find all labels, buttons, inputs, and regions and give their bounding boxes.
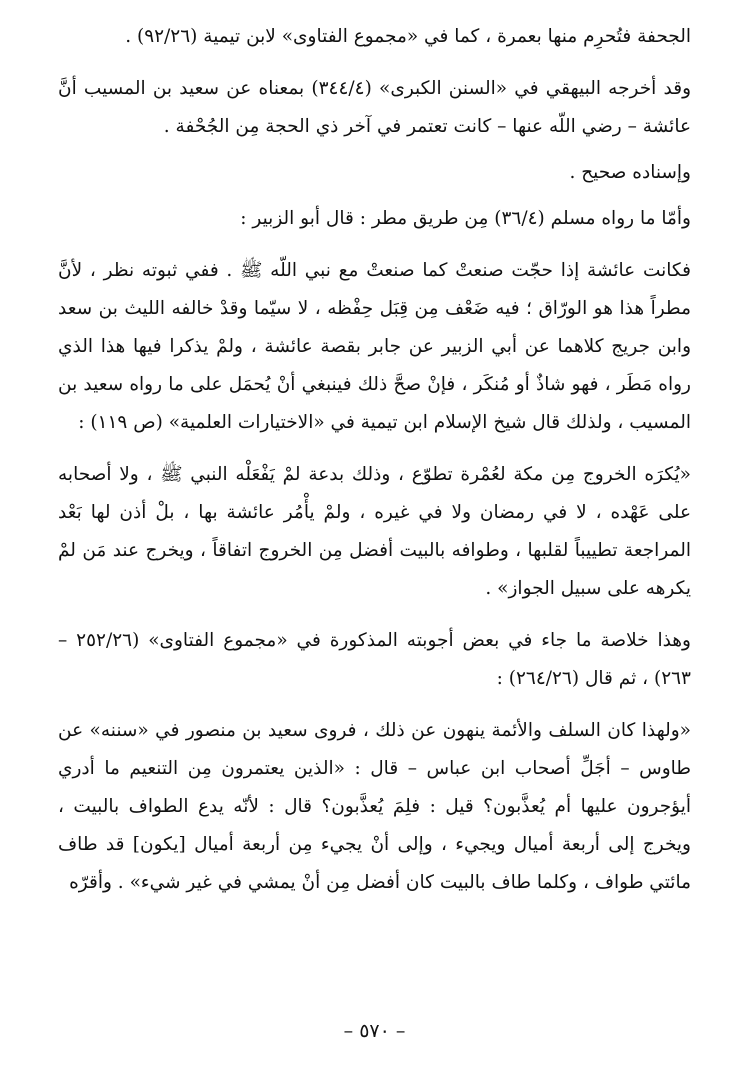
page-number: – ٥٧٠ – [343,1020,406,1042]
quote-ikhtiyarat: «يُكرَه الخروج مِن مكة لعُمْرة تطوّع ، وذلك بدعة لمْ يَفْعَلْه النبي ﷺ ، ولا أصحابه على عَهْده ، لا في رمضان ولا في غيره ، ولمْ يأْمُر عائشة بها ، بلْ أذن لها بَعْد المراجعة تطييباً لقلبها ، وطوافه بالبيت أفضل مِن الخروج اتفاقاً ، ويخرج عند مَن لمْ يكرهه على سبيل الجواز» . [58,464,691,599]
paragraph-bayhaqi: وقد أخرجه البيهقي في «السنن الكبرى» (٣٤٤/٤) بمعناه عن سعيد بن المسيب أنَّ عائشة – رضي اللّه عنها – كانت تعتمر في آخر ذي الحجة مِن الجُحْفة . [58,78,691,137]
paragraph-muslim: وأمّا ما رواه مسلم (٣٦/٤) مِن طريق مطر : قال أبو الزبير : [240,208,691,229]
paragraph-fatawa-summary: وهذا خلاصة ما جاء في بعض أجوبته المذكورة في «مجموع الفتاوى» (٢٥٢/٢٦ – ٢٦٣) ، ثم قال (٢٦٤/٢٦) : [58,630,691,689]
paragraph-isnad: وإسناده صحيح . [569,162,691,183]
paragraph-juhfa: الجحفة فتُحرِم منها بعمرة ، كما في «مجموع الفتاوى» لابن تيمية (٩٢/٢٦) . [125,26,691,47]
paragraph-aisha-hajj: فكانت عائشة إذا حجّت صنعتْ كما صنعتْ مع نبي اللّه ﷺ . ففي ثبوته نظر ، لأنَّ مطراً هذا هو الورّاق ؛ فيه ضَعْف مِن قِبَل حِفْظه ، لا سيّما وقدْ خالفه الليث بن سعد وابن جريج كلاهما عن أبي الزبير عن جابر بقصة عائشة ، ولمْ يذكرا فيها هذا الذي رواه مَطَر ، فهو شاذٌ أو مُنكَر ، فإنْ صحَّ ذلك فينبغي أنْ يُحمَل على ما رواه سعيد بن المسيب ، ولذلك قال شيخ الإسلام ابن تيمية في «الاختيارات العلمية» (ص ١١٩) : [58,260,691,433]
quote-salaf: «ولهذا كان السلف والأئمة ينهون عن ذلك ، فروى سعيد بن منصور في «سننه» عن طاوس – أجَلِّ أصحاب ابن عباس – قال : «الذين يعتمرون مِن التنعيم ما أدري أيؤجرون عليها أم يُعذَّبون؟ قيل : فلِمَ يُعذَّبون؟ قال : لأنّه يدع الطواف بالبيت ، ويخرج إلى أربعة أميال ويجيء ، وإلى أنْ يجيء مِن أربعة أميال [يكون] قد طاف مائتي طواف ، وكلما طاف بالبيت كان أفضل مِن أنْ يمشي في غير شيء» . وأقرّه [58,720,691,893]
page-body [58,18,691,902]
